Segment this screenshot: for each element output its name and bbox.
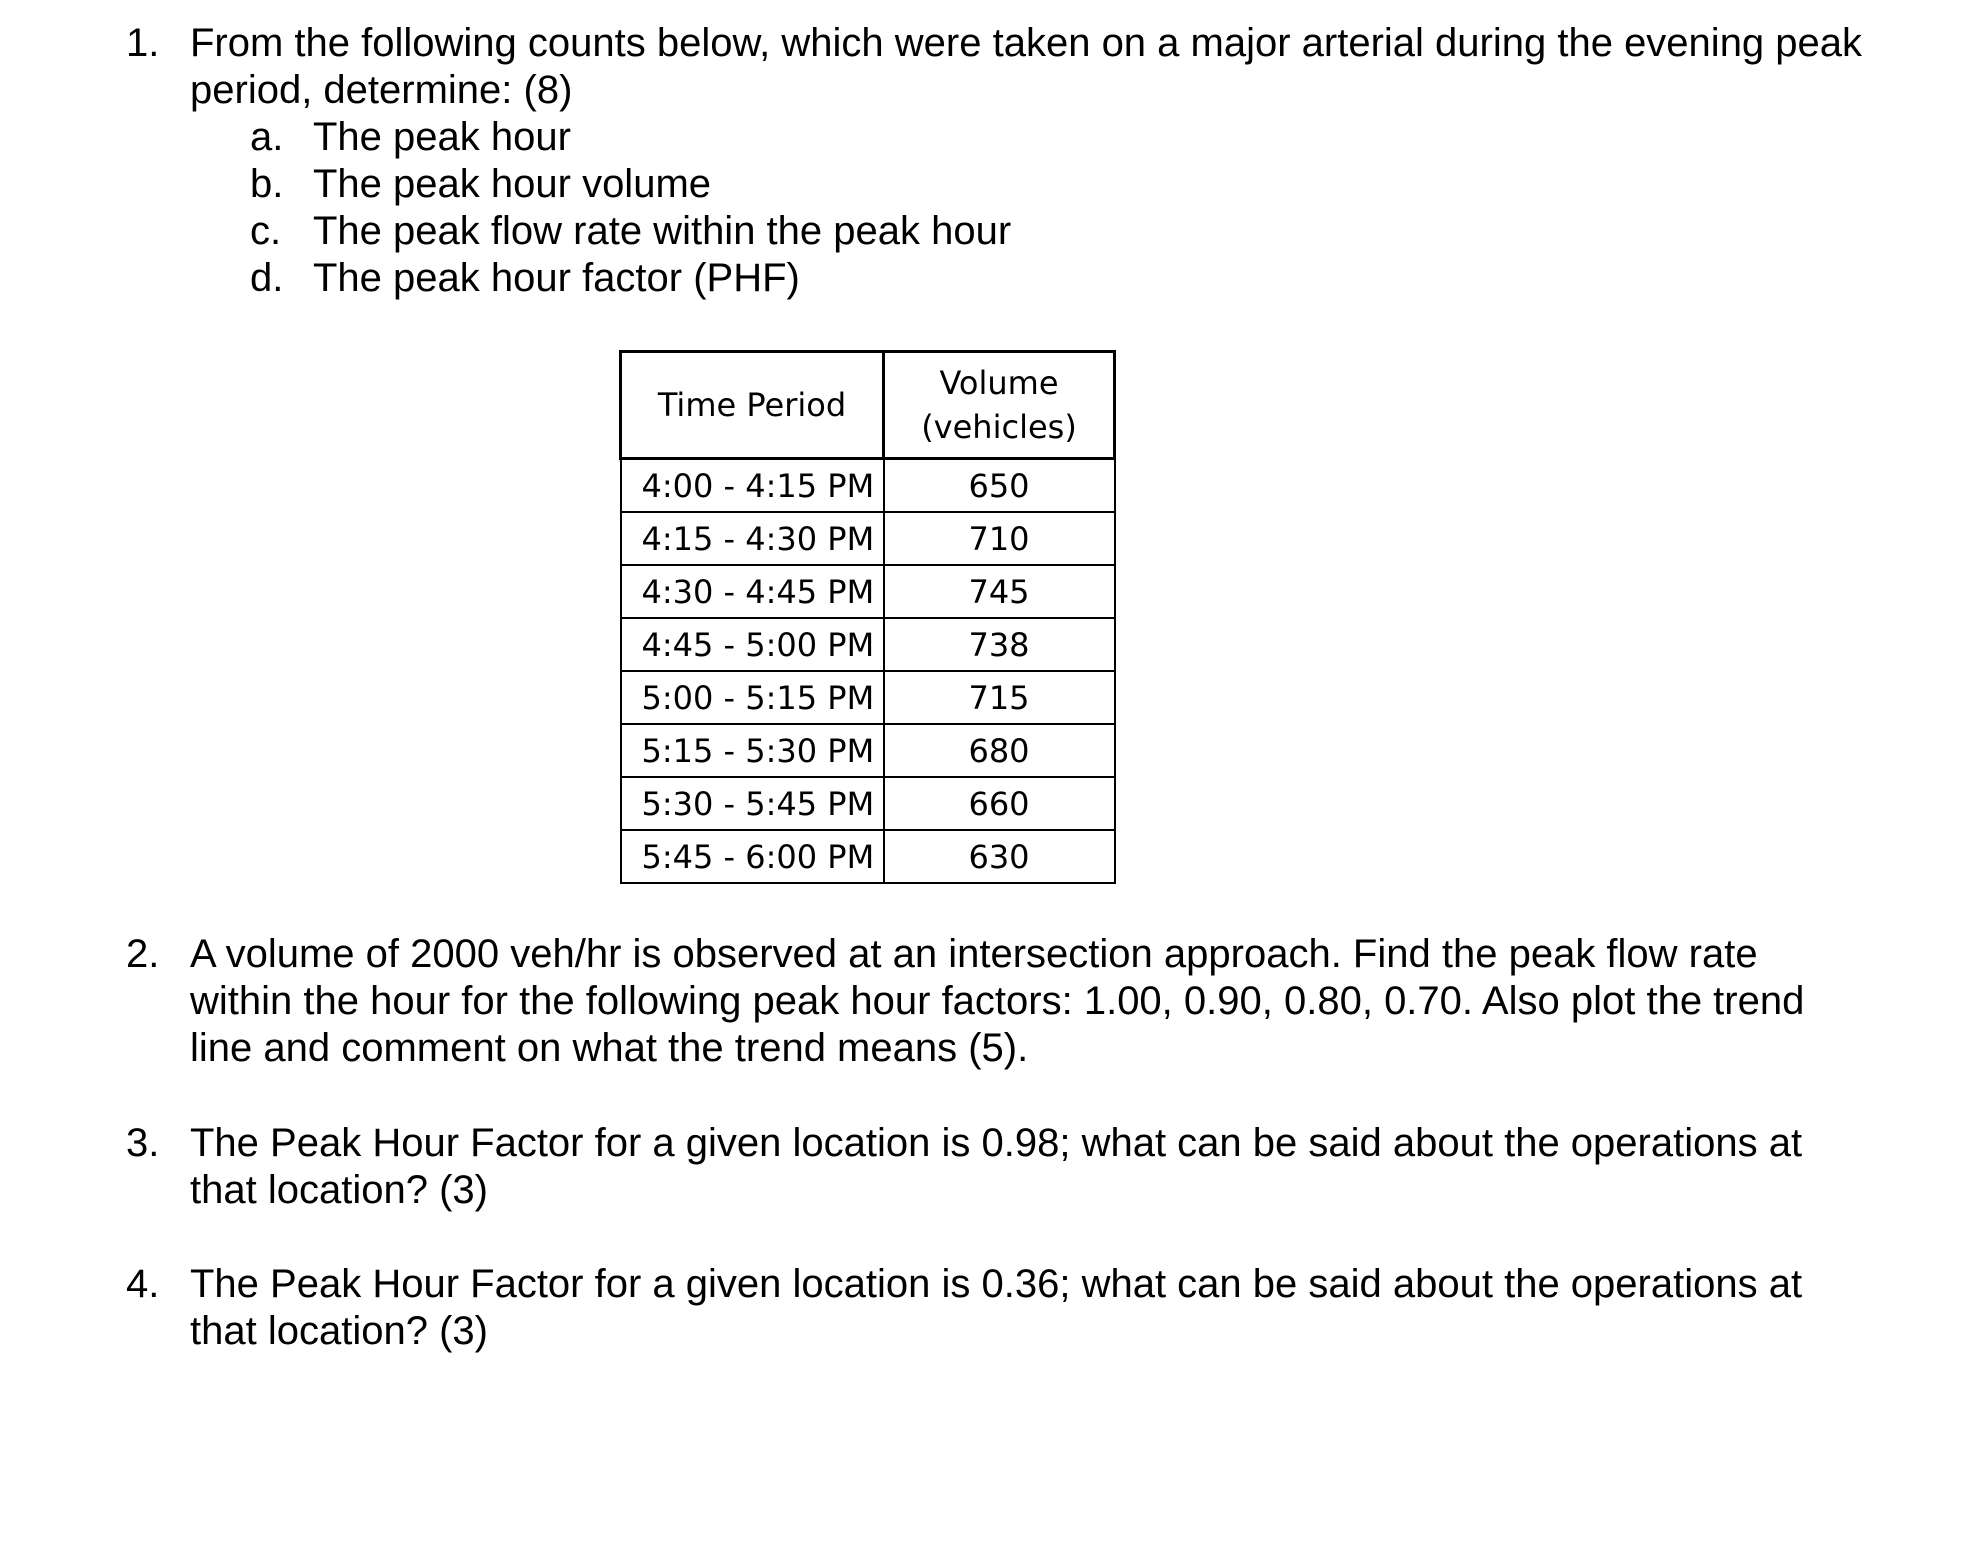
question-4-line-2: that location? (3) — [190, 1309, 488, 1353]
sub-item-text: The peak hour — [313, 115, 571, 159]
sub-item-letter: a. — [250, 115, 284, 159]
cell-volume: 630 — [884, 830, 1115, 883]
header-volume-line-1: Volume — [939, 364, 1059, 402]
volume-table — [619, 350, 1116, 884]
cell-volume: 738 — [884, 618, 1115, 671]
table-row — [621, 671, 1115, 724]
question-1-text — [190, 20, 1910, 114]
cell-volume: 710 — [884, 512, 1115, 565]
cell-volume: 650 — [884, 459, 1115, 513]
question-2-number: 2. — [126, 932, 160, 976]
sub-item-letter: c. — [250, 209, 282, 253]
table-header-row — [621, 352, 1115, 459]
table-row — [621, 565, 1115, 618]
question-3-line-1: The Peak Hour Factor for a given location is 0.98; what can be said about the operations at — [190, 1121, 1803, 1165]
sub-item-text: The peak flow rate within the peak hour — [313, 209, 1012, 253]
cell-volume: 745 — [884, 565, 1115, 618]
cell-time-period: 5:00 - 5:15 PM — [621, 671, 884, 724]
header-volume-line-2: (vehicles) — [921, 408, 1077, 446]
cell-volume: 680 — [884, 724, 1115, 777]
table-row — [621, 459, 1115, 513]
cell-time-period: 5:15 - 5:30 PM — [621, 724, 884, 777]
cell-time-period: 4:30 - 4:45 PM — [621, 565, 884, 618]
table-row — [621, 777, 1115, 830]
question-3-line-2: that location? (3) — [190, 1168, 488, 1212]
question-1-line-2: period, determine: (8) — [190, 68, 573, 112]
table-row — [621, 724, 1115, 777]
cell-time-period: 5:30 - 5:45 PM — [621, 777, 884, 830]
sub-item-text: The peak hour volume — [313, 162, 712, 206]
question-4-text — [190, 1261, 1910, 1355]
table-row — [621, 512, 1115, 565]
question-2-line-1: A volume of 2000 veh/hr is observed at an intersection approach. Find the peak flow rate — [190, 932, 1758, 976]
question-1-number: 1. — [126, 21, 160, 65]
sub-item-text: The peak hour factor (PHF) — [313, 256, 800, 300]
question-2-line-2: within the hour for the following peak hour factors: 1.00, 0.90, 0.80, 0.70. Also plot the trend — [190, 979, 1805, 1023]
sub-item-letter: b. — [250, 162, 284, 206]
cell-time-period: 5:45 - 6:00 PM — [621, 830, 884, 883]
cell-time-period: 4:00 - 4:15 PM — [621, 459, 884, 513]
question-4-number: 4. — [126, 1262, 160, 1306]
question-3-text — [190, 1120, 1910, 1214]
header-volume — [884, 352, 1115, 459]
question-2-line-3: line and comment on what the trend means (5). — [190, 1026, 1029, 1070]
sub-item-letter: d. — [250, 256, 284, 300]
table-row — [621, 830, 1115, 883]
question-4-line-1: The Peak Hour Factor for a given location is 0.36; what can be said about the operations at — [190, 1262, 1803, 1306]
header-time-period: Time Period — [621, 352, 884, 459]
cell-time-period: 4:15 - 4:30 PM — [621, 512, 884, 565]
cell-volume: 715 — [884, 671, 1115, 724]
question-2-text — [190, 931, 1910, 1072]
cell-volume: 660 — [884, 777, 1115, 830]
table-row — [621, 618, 1115, 671]
question-1-line-1: From the following counts below, which were taken on a major arterial during the evening peak — [190, 21, 1863, 65]
question-3-number: 3. — [126, 1121, 160, 1165]
cell-time-period: 4:45 - 5:00 PM — [621, 618, 884, 671]
